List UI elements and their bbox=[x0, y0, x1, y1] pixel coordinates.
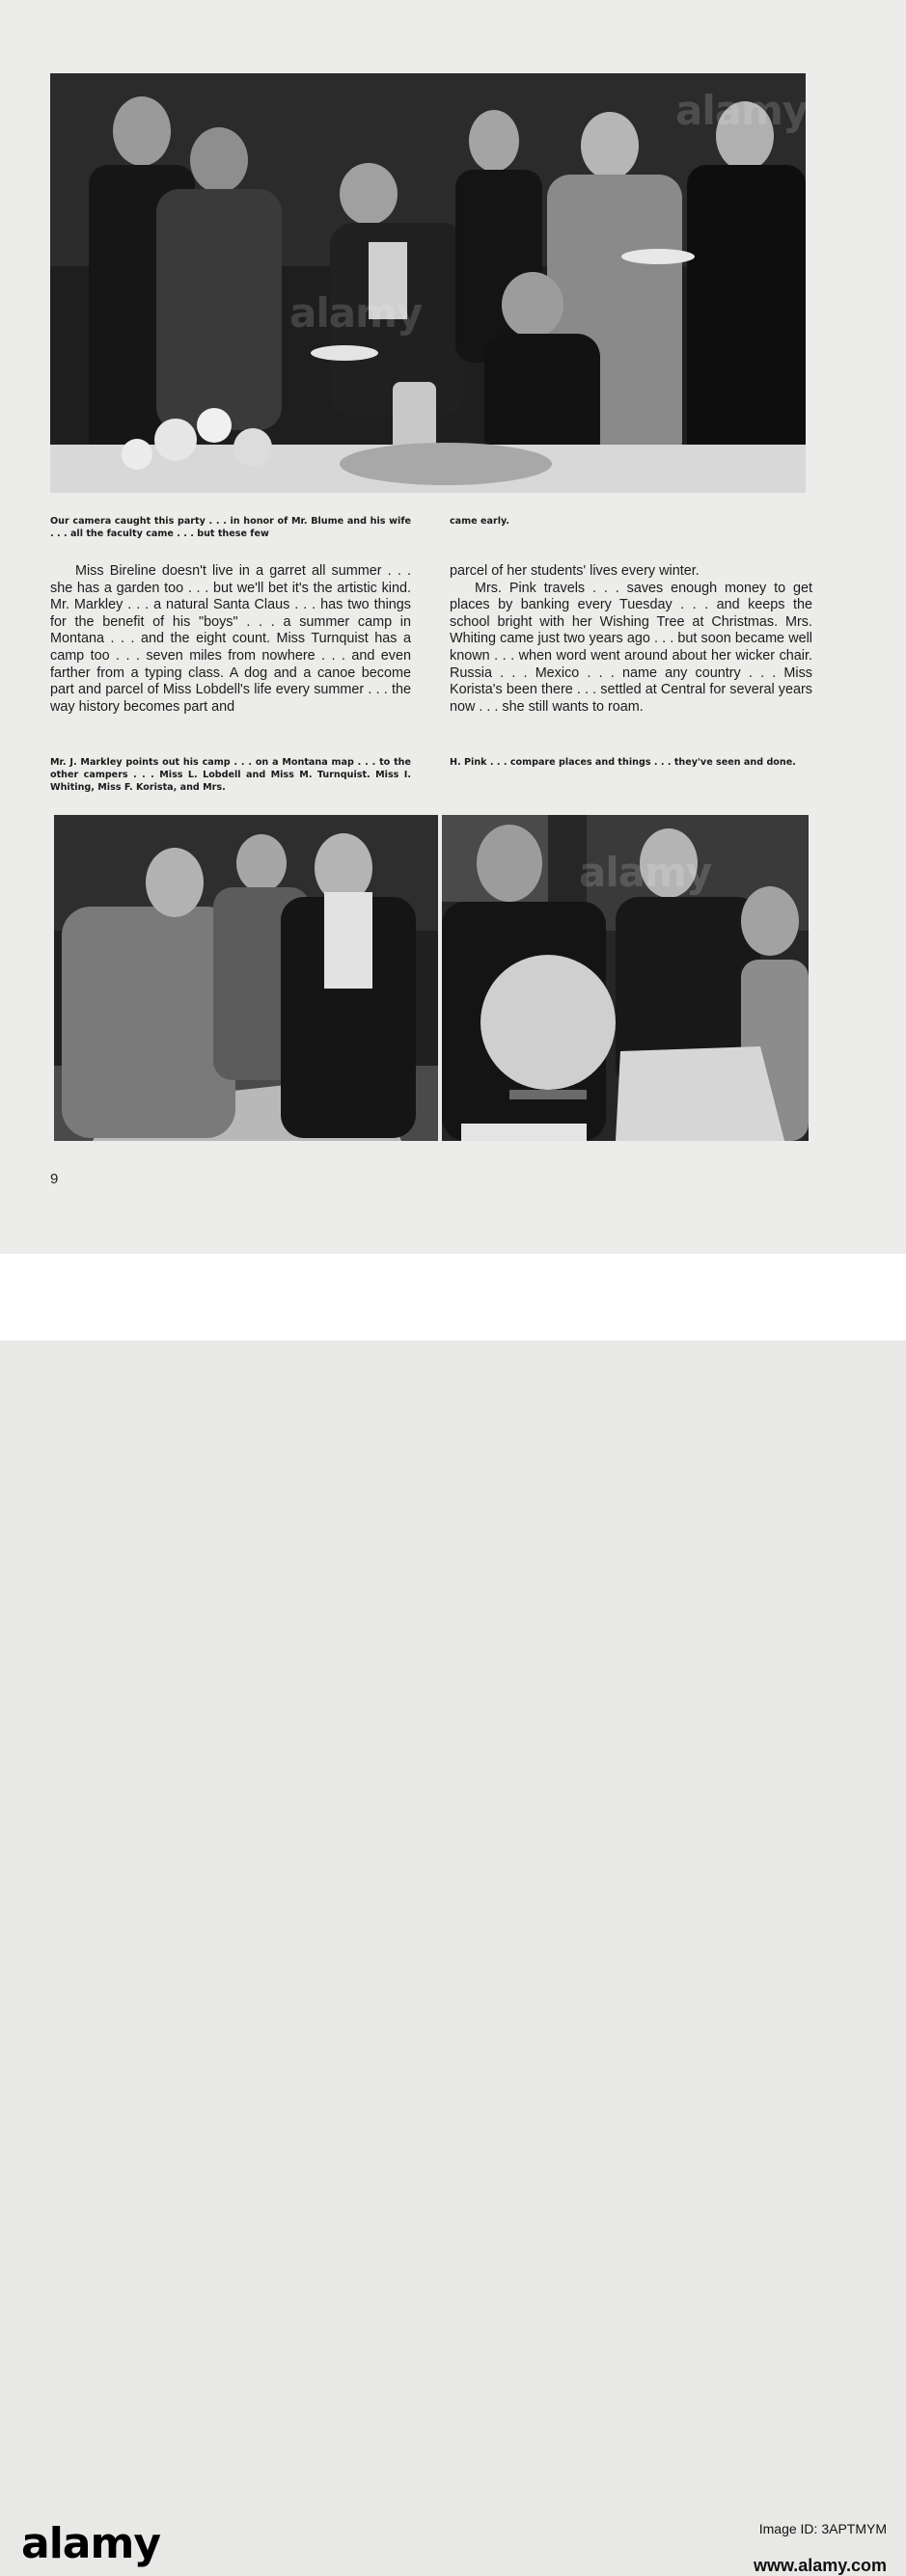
image-id: Image ID: 3APTMYM bbox=[758, 2521, 887, 2536]
top-photo-caption-right: came early. bbox=[450, 516, 510, 527]
montana-map-photo bbox=[54, 815, 438, 1141]
bottom-photos-caption-right: H. Pink . . . compare places and things . . . they've seen and done. bbox=[450, 757, 796, 768]
bottom-photos-caption-left: Mr. J. Markley points out his camp . . . on a Montana map . . . to the other campers . . . Miss L. Lobdell and Miss M. Turnquist. Miss I. Whiting, Miss F. Korista, and Mrs. bbox=[50, 757, 411, 793]
right-text-column bbox=[450, 563, 812, 716]
right-paragraph-2: Mrs. Pink travels . . . saves enough money to get places by banking every Tuesday . . . and keeps the school bright with her Wishing Tree at Christmas. Mrs. Whiting came just two years ago . . . but soon became well known . . . when word went around about her wicker chair. Russia . . . Mexico . . . name any country . . . Miss Korista's been there . . . settled at Central for several years now . . . she still wants to roam. bbox=[450, 580, 812, 715]
faculty-party-photo bbox=[50, 73, 806, 493]
site-url: www.alamy.com bbox=[753, 2556, 887, 2575]
alamy-logo: alamy bbox=[21, 2519, 160, 2568]
globe-photo bbox=[442, 815, 809, 1141]
stock-footer bbox=[0, 1254, 906, 2575]
yearbook-page bbox=[0, 0, 906, 1254]
top-photo-caption-left: Our camera caught this party . . . in honor of Mr. Blume and his wife . . . all the faculty came . . . but these few bbox=[50, 516, 411, 539]
left-text-column bbox=[50, 563, 411, 716]
left-paragraph: Miss Bireline doesn't live in a garret all summer . . . she has a garden too . . . but we'll bet it's the artistic kind. Mr. Markley . . . a natural Santa Claus . . . has two things for the benefit of his "boys" . . . a summer camp in Montana . . . and the eight count. Miss Turnquist has a camp too . . . seven miles from nowhere . . . and even farther from a typing class. A dog and a canoe become part and parcel of Miss Lobdell's life every summer . . . the way history becomes part and bbox=[50, 563, 411, 715]
page-number: 9 bbox=[50, 1171, 59, 1187]
right-paragraph-1: parcel of her students' lives every winter. bbox=[450, 563, 700, 579]
